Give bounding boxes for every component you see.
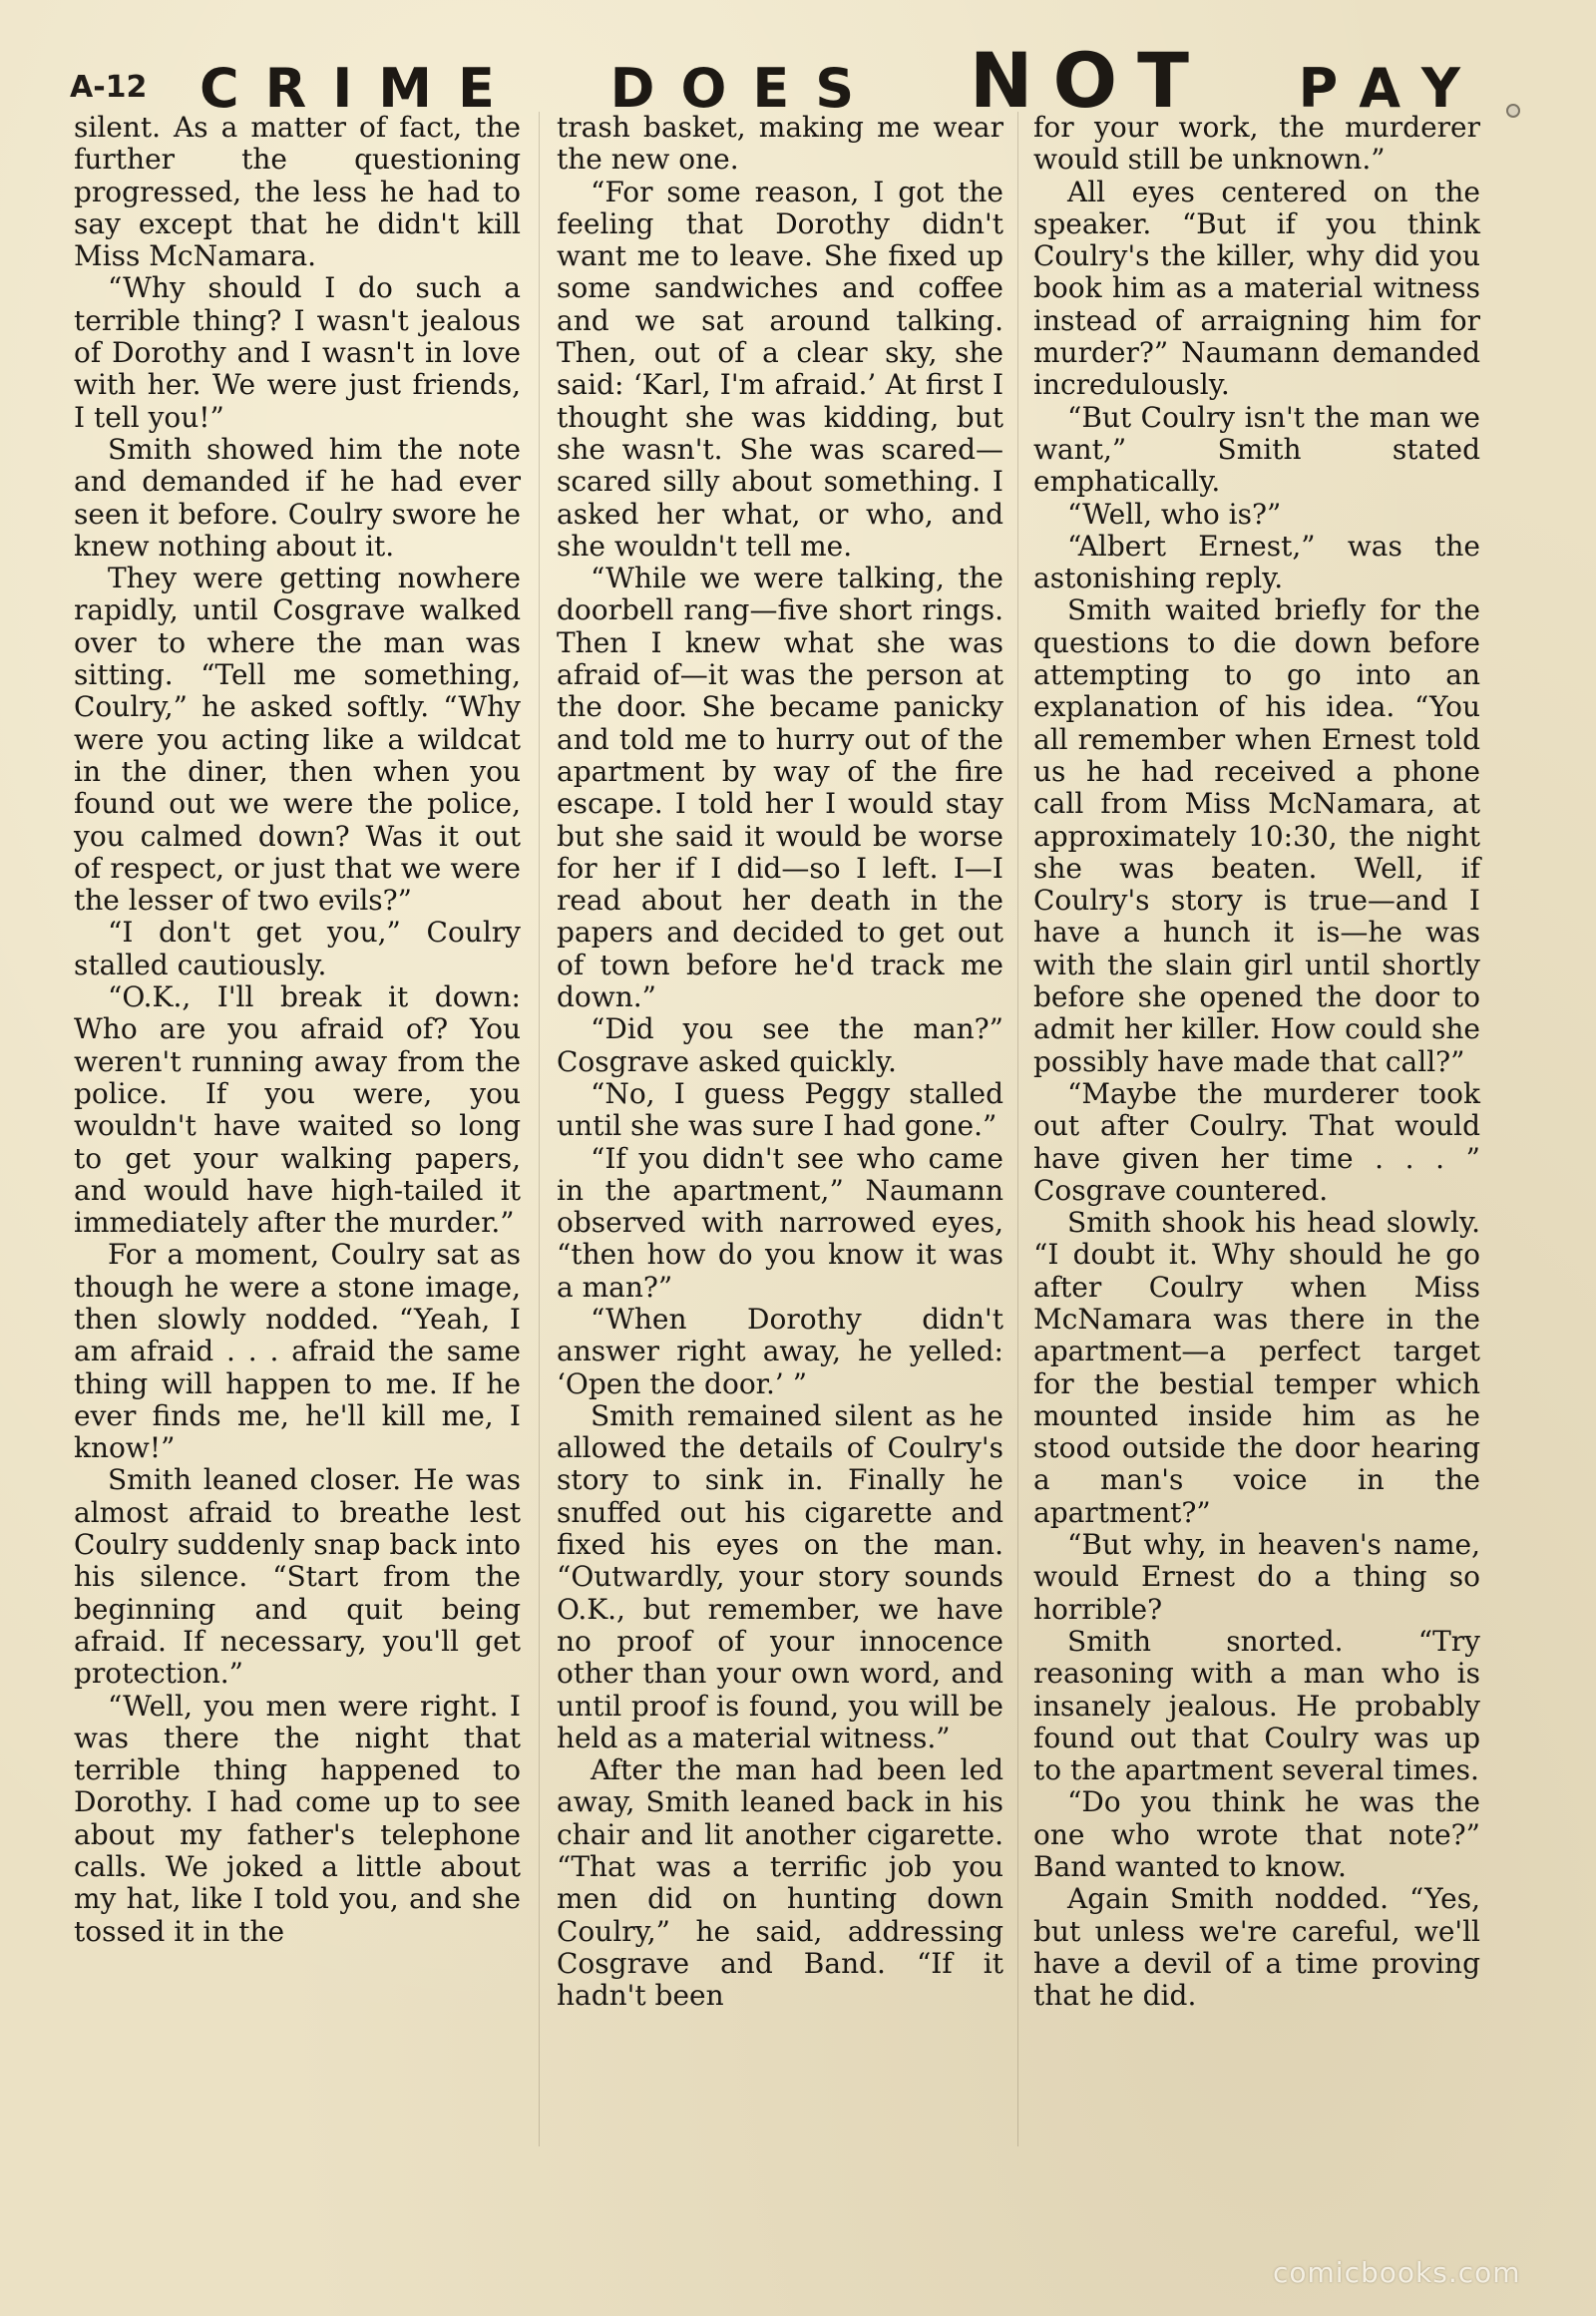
paragraph: Smith remained silent as he allowed the details of Coulry's story to sink in. Finally he snuffed out his cigarette and fixed his eyes on the man. “Outwardly, your story sounds O.K., but remember, we have no proof of your innocence other than your own word, and until proof is found, you will be held as a material witness.” <box>557 1398 1003 1754</box>
paragraph: Smith showed him the note and demanded if he had ever seen it before. Coulry swore he knew nothing about it. <box>74 432 521 563</box>
title-word-not: NOT <box>969 36 1209 125</box>
paragraph: for your work, the murderer would still be unknown.” <box>1033 111 1480 177</box>
site-watermark: comicbooks.com <box>1273 2256 1521 2289</box>
paragraph: “For some reason, I got the feeling that Dorothy didn't want me to leave. She fixed up some sandwiches and coffee and we sat around talking. Then, out of a clear sky, she said: ‘Karl, I'm afraid.’ At first I thought she was kidding, but she wasn't. She was scared—scared silly about something. I asked her what, or who, and she wouldn't tell me. <box>557 175 1003 563</box>
paragraph: “Why should I do such a terrible thing? I wasn't jealous of Dorothy and I wasn't in love with her. We were just friends, I tell you!” <box>74 271 521 434</box>
paragraph: All eyes centered on the speaker. “But if you think Coulry's the killer, why did you book him as a material witness instead of arraigning him for murder?” Naumann demanded incredulously. <box>1033 175 1480 402</box>
paragraph: “Maybe the murderer took out after Coulry. That would have given her time . . . ” Cosgrave countered. <box>1033 1076 1480 1207</box>
paragraph: “Albert Ernest,” was the astonishing reply. <box>1033 529 1480 595</box>
paragraph: Smith shook his head slowly. “I doubt it. Why should he go after Coulry when Miss McNamara was there in the apartment—a perfect target for the bestial temper which mounted inside him as he stood outside the door hearing a man's voice in the apartment?” <box>1033 1206 1480 1529</box>
paragraph: “Well, you men were right. I was there the night that terrible thing happened to Dorothy. I had come up to see about my father's telephone calls. We joked a little about my hat, like I told you, and she tossed it in the <box>74 1689 521 1948</box>
paragraph: “But why, in heaven's name, would Ernest do a thing so horrible? <box>1033 1528 1480 1626</box>
paragraph: “Well, who is?” <box>1067 497 1282 531</box>
paragraph: “No, I guess Peggy stalled until she was sure I had gone.” <box>557 1076 1003 1143</box>
title-word-does: DOES <box>609 57 881 120</box>
paragraph: “If you didn't see who came in the apartment,” Naumann observed with narrowed eyes, “then how do you know it was a man?” <box>557 1141 1003 1304</box>
text-column-1 <box>74 112 521 1948</box>
paragraph: “Do you think he was the one who wrote that note?” Band wanted to know. <box>1033 1785 1480 1884</box>
paragraph: “O.K., I'll break it down: Who are you afraid of? You weren't running away from the police. If you were, you wouldn't have waited so long to get your walking papers, and would have high-tailed it immediately after the murder.” <box>74 980 521 1240</box>
title-word-crime: CRIME <box>200 57 521 120</box>
paragraph: “When Dorothy didn't answer right away, he yelled: ‘Open the door.’ ” <box>557 1302 1003 1400</box>
paragraph: Smith waited briefly for the questions to die down before attempting to go into an explanation of his idea. “You all remember when Ernest told us he had received a phone call from Miss McNamara, at approximately 10:30, the night she was beaten. Well, if Coulry's story is true—and I have a hunch it is—he was with the slain girl until shortly before she opened the door to admit her killer. How could she possibly have made that call?” <box>1033 593 1480 1078</box>
text-column-3 <box>1033 112 1480 2013</box>
punch-hole-mark <box>1506 104 1520 118</box>
paragraph: They were getting nowhere rapidly, until Cosgrave walked over to where the man was sitting. “Tell me something, Coulry,” he asked softly. “Why were you acting like a wildcat in the diner, then when you found out we were the police, you calmed down? Was it out of respect, or just that we were the lesser of two evils?” <box>74 562 521 918</box>
column-divider <box>1017 112 1018 2146</box>
paragraph: “Did you see the man?” Cosgrave asked quickly. <box>557 1012 1003 1078</box>
title-word-pay: PAY <box>1298 57 1486 120</box>
text-column-2 <box>557 112 1003 2013</box>
paragraph: silent. As a matter of fact, the further the questioning progressed, the less he had to say except that he didn't kill Miss McNamara. <box>74 111 521 273</box>
article-body <box>74 112 1490 2166</box>
paragraph: “While we were talking, the doorbell rang—five short rings. Then I knew what she was afraid of—it was the person at the door. She became panicky and told me to hurry out of the apartment by way of the fire escape. I told her I would stay but she said it would be worse for her if I did—so I left. I—I read about her death in the papers and decided to get out of town before he'd track me down.” <box>557 562 1003 1014</box>
paragraph: After the man had been led away, Smith leaned back in his chair and lit another cigarette. “That was a terrific job you men did on hunting down Coulry,” he said, addressing Cosgrave and Band. “If it hadn't been <box>557 1753 1003 2013</box>
paragraph: Smith leaned closer. He was almost afraid to breathe lest Coulry suddenly snap back into his silence. “Start from the beginning and quit being afraid. If necessary, you'll get protection.” <box>74 1463 521 1691</box>
paragraph: Smith snorted. “Try reasoning with a man who is insanely jealous. He probably found out that Coulry was up to the apartment several times. <box>1033 1624 1480 1787</box>
paragraph: Again Smith nodded. “Yes, but unless we're careful, we'll have a devil of a time proving that he did. <box>1033 1882 1480 2013</box>
column-divider <box>539 112 540 2146</box>
paragraph: For a moment, Coulry sat as though he were a stone image, then slowly nodded. “Yeah, I am afraid . . . afraid the same thing will happen to me. If he ever finds me, he'll kill me, I know!” <box>74 1238 521 1465</box>
paragraph: “I don't get you,” Coulry stalled cautiously. <box>74 916 521 981</box>
page-header <box>70 30 1486 125</box>
paragraph: trash basket, making me wear the new one. <box>557 111 1003 177</box>
paragraph: “But Coulry isn't the man we want,” Smith stated emphatically. <box>1033 400 1480 499</box>
page-number: A-12 <box>70 70 148 105</box>
